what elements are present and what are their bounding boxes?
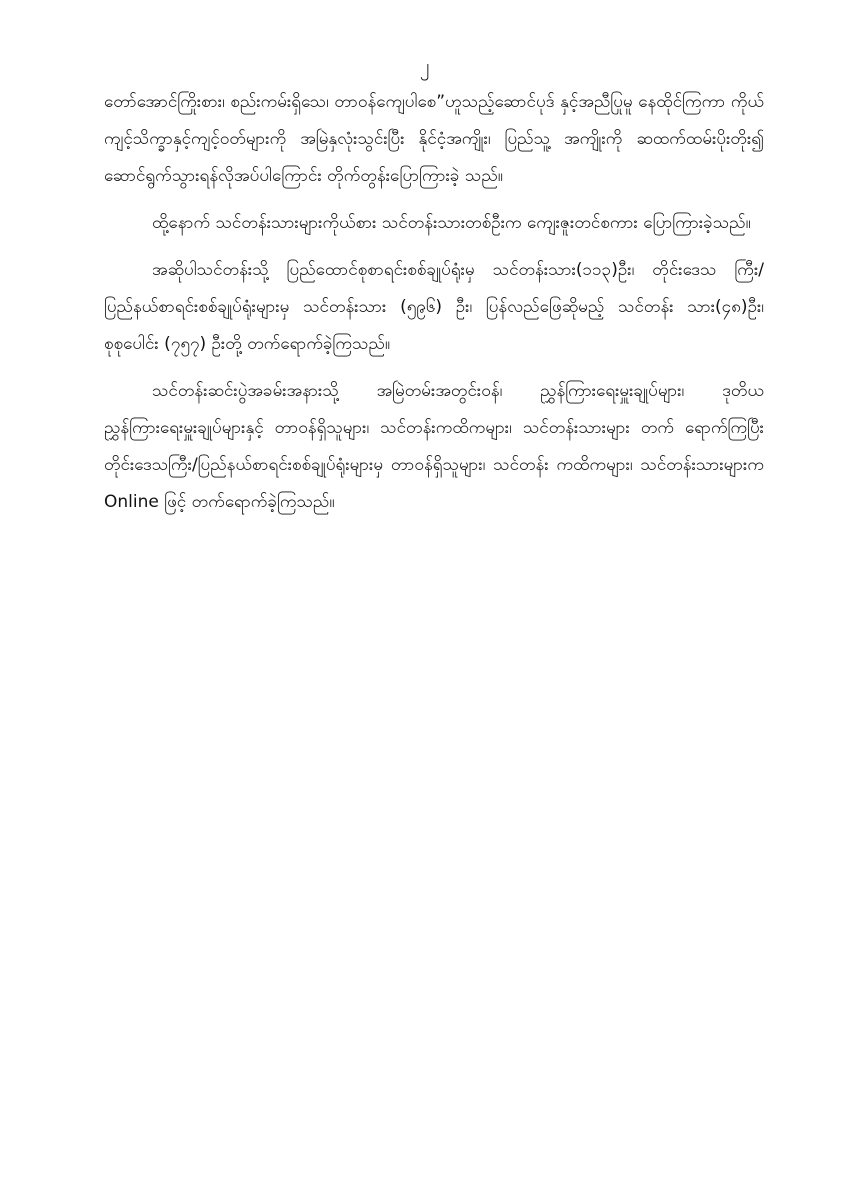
page-number: ၂ <box>419 55 430 77</box>
paragraph-continuation: တော်အောင်ကြိုးစား၊ စည်းကမ်းရှိသေ၊ တာဝန်ကျေပါစေ”ဟူသည့်ဆောင်ပုဒ် နှင့်အညီပြုမူ နေထိုင်ကြကာ ကိုယ်ကျင့်သိက္ခာနှင့်ကျင့်ဝတ်များကို အမြဲနှလုံးသွင်းပြီး နိုင်ငံ့အကျိုး၊ ပြည်သူ့ အကျိုးကို ဆထက်ထမ်းပိုးတိုး၍ ဆောင်ရွက်သွားရန်လိုအပ်ပါကြောင်း တိုက်တွန်းပြောကြားခဲ့ သည်။ <box>104 92 764 186</box>
paragraph-thanks-speech: ထို့နောက် သင်တန်းသားများကိုယ်စား သင်တန်းသားတစ်ဦးက ကျေးဇူးတင်စကား ပြောကြားခဲ့သည်။ <box>152 213 751 233</box>
paragraph-attendance: အဆိုပါသင်တန်းသို့ ပြည်ထောင်စုစာရင်းစစ်ချုပ်ရုံးမှ သင်တန်းသား(၁၁၃)ဦး၊ တိုင်းဒေသ ကြီး/ပြည်နယ်စာရင်းစစ်ချုပ်ရုံးများမှ သင်တန်းသား (၅၉၆) ဦး၊ ပြန်လည်ဖြေဆိုမည့် သင်တန်း သား(၄၈)ဦး၊ စုစုပေါင်း (၇၅၇) ဦးတို့ တက်ရောက်ခဲ့ကြသည်။ <box>104 260 764 354</box>
paragraph-ceremony-attendees: သင်တန်းဆင်းပွဲအခမ်းအနားသို့ အမြဲတမ်းအတွင်းဝန်၊ ညွှန်ကြားရေးမှူးချုပ်များ၊ ဒုတိယ ညွှန်ကြားရေးမှူးချုပ်များနှင့် တာဝန်ရှိသူများ၊ သင်တန်းကထိကများ၊ သင်တန်းသားများ တက် ရောက်ကြပြီး တိုင်းဒေသကြီး/ပြည်နယ်စာရင်းစစ်ချုပ်ရုံးများမှ တာဝန်ရှိသူများ၊ သင်တန်း ကထိကများ၊ သင်တန်းသားများက Online ဖြင့် တက်ရောက်ခဲ့ကြသည်။ <box>104 381 764 512</box>
document-body <box>104 84 764 531</box>
